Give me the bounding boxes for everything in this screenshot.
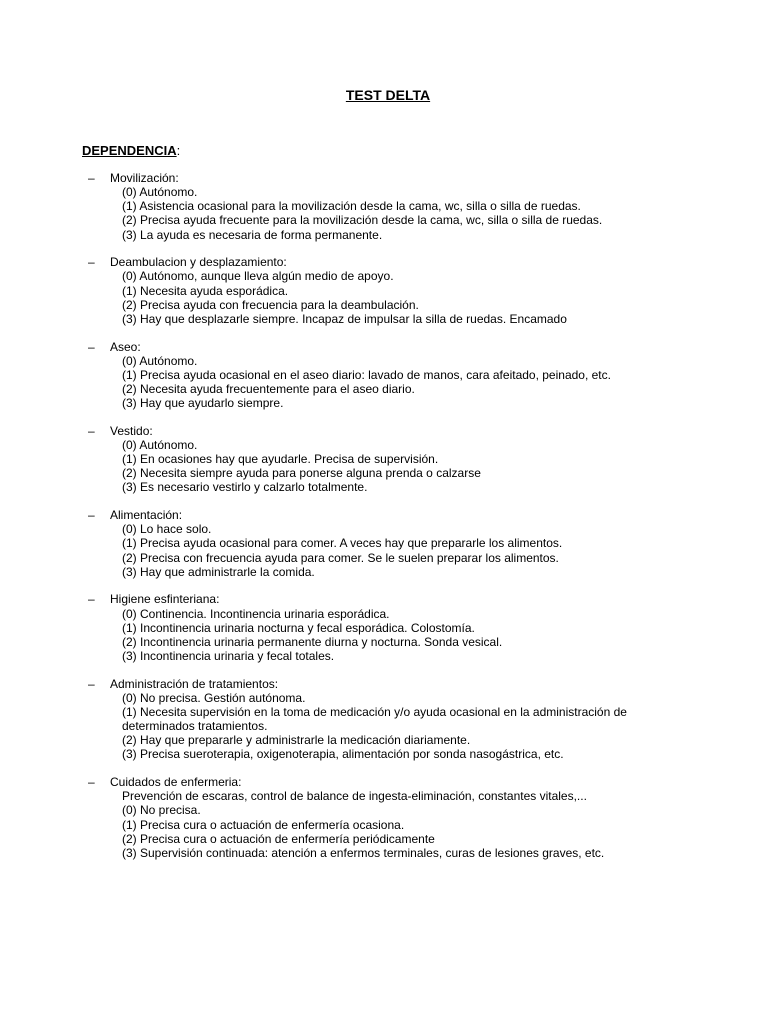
criterion-category: Cuidados de enfermeria: xyxy=(110,775,242,790)
criterion-option: (3) Es necesario vestirlo y calzarlo totalmente. xyxy=(122,480,368,495)
criterion-options xyxy=(110,269,682,326)
criterion-option: (3) Hay que administrarle la comida. xyxy=(122,564,315,579)
criteria-list xyxy=(82,171,682,874)
criterion-options xyxy=(110,789,682,860)
criterion-option: (1) Incontinencia urinaria nocturna y fecal esporádica. Colostomía. xyxy=(122,620,475,635)
criterion-options xyxy=(110,691,682,762)
criterion-option: (3) Precisa sueroterapia, oxigenoterapia, alimentación por sonda nasogástrica, etc. xyxy=(122,747,564,762)
criterion-option: (2) Precisa ayuda frecuente para la movilización desde la cama, wc, silla o silla de ruedas. xyxy=(122,213,603,228)
criterion-option: (2) Precisa con frecuencia ayuda para comer. Se le suelen preparar los alimentos. xyxy=(122,550,559,565)
section-heading xyxy=(82,143,180,159)
criterion-option: (0) Autónomo. xyxy=(122,353,198,368)
criterion-option: (0) Lo hace solo. xyxy=(122,522,212,537)
criterion-option: (1) Asistencia ocasional para la movilización desde la cama, wc, silla o silla de ruedas. xyxy=(122,199,581,214)
criterion-item xyxy=(82,592,682,663)
criterion-option: (3) Incontinencia urinaria y fecal totales. xyxy=(122,649,335,664)
section-heading-text: DEPENDENCIA xyxy=(82,143,177,158)
criterion-option: (0) Continencia. Incontinencia urinaria esporádica. xyxy=(122,606,390,621)
criterion-options xyxy=(110,354,682,411)
criterion-category: Aseo: xyxy=(110,339,141,354)
criterion-option: (3) Hay que ayudarlo siempre. xyxy=(122,396,284,411)
criterion-item xyxy=(82,508,682,579)
criterion-category: Higiene esfinteriana: xyxy=(110,592,220,607)
criterion-category: Alimentación: xyxy=(110,508,183,523)
criterion-option: (0) Autónomo, aunque lleva algún medio de apoyo. xyxy=(122,269,394,284)
bullet-dash: – xyxy=(88,592,95,607)
criterion-option: (0) No precisa. Gestión autónoma. xyxy=(122,690,306,705)
criterion-option: (2) Hay que prepararle y administrarle la medicación diariamente. xyxy=(122,733,471,748)
bullet-dash: – xyxy=(88,423,95,438)
bullet-dash: – xyxy=(88,255,95,270)
criterion-option: (2) Precisa cura o actuación de enfermería periódicamente xyxy=(122,831,435,846)
criterion-item xyxy=(82,340,682,411)
criterion-option: (0) Autónomo. xyxy=(122,438,198,452)
criterion-option: (1) En ocasiones hay que ayudarle. Precisa de supervisión. xyxy=(122,452,439,467)
bullet-dash: – xyxy=(88,508,95,523)
criterion-options xyxy=(110,438,682,495)
criterion-option: (3) Supervisión continuada: atención a enfermos terminales, curas de lesiones graves, etc. xyxy=(122,845,605,860)
criterion-option: (1) Precisa cura o actuación de enfermería ocasiona. xyxy=(122,817,405,832)
criterion-options xyxy=(110,185,682,242)
criterion-option: (2) Necesita ayuda frecuentemente para el aseo diario. xyxy=(122,382,415,397)
criterion-option: (2) Precisa ayuda con frecuencia para la deambulación. xyxy=(122,297,419,312)
bullet-dash: – xyxy=(88,775,95,790)
criterion-option: (1) Precisa ayuda ocasional en el aseo diario: lavado de manos, cara afeitado, peinado, etc. xyxy=(122,367,611,382)
page-title: TEST DELTA xyxy=(345,87,431,103)
section-heading-colon: : xyxy=(176,143,181,158)
bullet-dash: – xyxy=(88,676,95,691)
criterion-category: Vestido: xyxy=(110,423,153,438)
criterion-item xyxy=(82,677,682,762)
criterion-option: (1) Necesita ayuda esporádica. xyxy=(122,283,289,298)
criterion-option: (1) Precisa ayuda ocasional para comer. A veces hay que prepararle los alimentos. xyxy=(122,536,563,551)
criterion-option: Prevención de escaras, control de balance de ingesta-eliminación, constantes vitales,... xyxy=(122,789,587,804)
criterion-option: (1) Necesita supervisión en la toma de medicación y/o ayuda ocasional en la administración de determinados tratamientos. xyxy=(122,705,627,734)
criterion-option: (0) No precisa. xyxy=(122,803,201,818)
criterion-item xyxy=(82,775,682,860)
criterion-option: (3) La ayuda es necesaria de forma permanente. xyxy=(122,227,383,242)
criterion-item xyxy=(82,255,682,326)
criterion-option: (0) Autónomo. xyxy=(122,185,198,200)
criterion-category: Movilización: xyxy=(110,171,179,185)
criterion-option: (3) Hay que desplazarle siempre. Incapaz de impulsar la silla de ruedas. Encamado xyxy=(122,311,567,326)
criterion-option: (2) Incontinencia urinaria permanente diurna y nocturna. Sonda vesical. xyxy=(122,634,503,649)
criterion-options xyxy=(110,522,682,579)
bullet-dash: – xyxy=(88,171,95,185)
bullet-dash: – xyxy=(88,339,95,354)
criterion-category: Administración de tratamientos: xyxy=(110,676,279,691)
criterion-item xyxy=(82,171,682,242)
criterion-options xyxy=(110,607,682,664)
criterion-category: Deambulacion y desplazamiento: xyxy=(110,255,287,270)
criterion-item xyxy=(82,424,682,495)
criterion-option: (2) Necesita siempre ayuda para ponerse alguna prenda o calzarse xyxy=(122,466,481,481)
